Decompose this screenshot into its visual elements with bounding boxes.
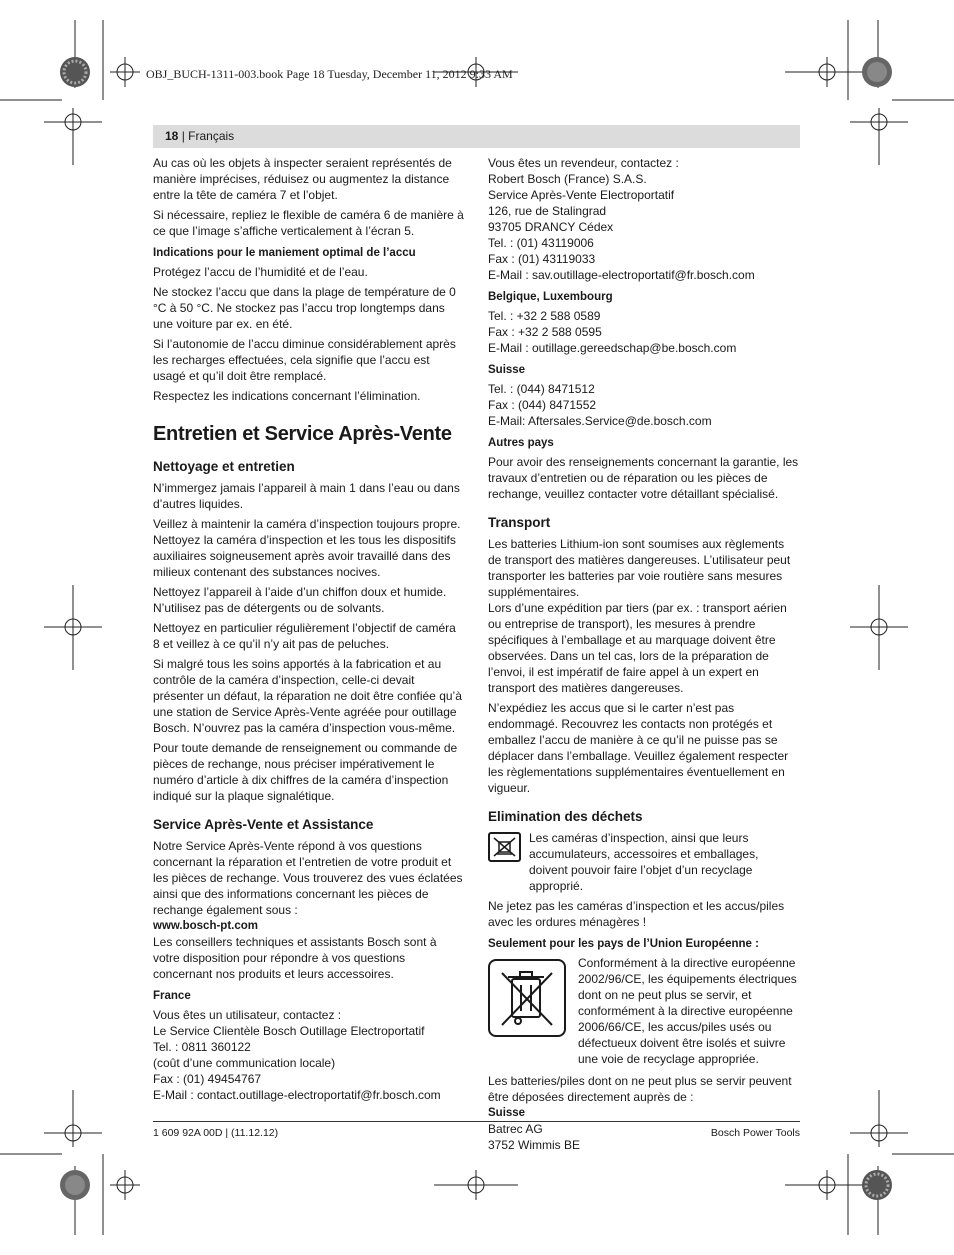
page-header-band: 18 | Français	[153, 125, 800, 148]
subheading: Suisse	[488, 364, 526, 376]
subheading: Belgique, Luxembourg	[488, 291, 613, 303]
website-link[interactable]: www.bosch-pt.com	[153, 920, 258, 932]
crosshair-icon	[110, 1170, 140, 1200]
crosshair-icon	[850, 108, 908, 165]
recycling-row	[488, 830, 800, 894]
crosshair-icon	[850, 585, 908, 670]
paragraph: Les conseillers techniques et assistants Bosch sont à votre disposition pour répondre à vos questions concernant nos produits et leurs accessoires.	[153, 935, 437, 981]
dealer-contact	[488, 155, 800, 283]
contact-email[interactable]: E-Mail: Aftersales.Service@de.bosch.com	[488, 414, 712, 428]
section-heading: Nettoyage et entretien	[153, 459, 295, 474]
left-column	[153, 155, 465, 1103]
contact-line: (coût d’une communication locale)	[153, 1056, 336, 1070]
subheading: Seulement pour les pays de l’Union Européenne :	[488, 938, 759, 950]
paragraph: Lors d’une expédition par tiers (par ex. : transport aérien ou entreprise de transport), les mesures à prendre spécifiques à l’emballage et au marquage doivent être observées. Dans un tel cas, lors de la préparation de l’envoi, il est impératif de faire appel à un expert en transport des matières dangereuses.	[488, 601, 787, 695]
contact-line: Robert Bosch (France) S.A.S.	[488, 172, 647, 186]
contact-line: Fax : (01) 49454767	[153, 1072, 262, 1086]
registration-target-icon	[862, 1170, 892, 1200]
contact-email[interactable]: E-Mail : sav.outillage-electroportatif@fr.bosch.com	[488, 268, 755, 282]
contact-line: Vous êtes un utilisateur, contactez :	[153, 1008, 342, 1022]
contact-line: Vous êtes un revendeur, contactez :	[488, 156, 679, 170]
contact-line: Fax : (044) 8471552	[488, 398, 597, 412]
crosshair-icon	[850, 1090, 908, 1147]
section-heading: Service Après-Vente et Assistance	[153, 817, 374, 832]
paragraph: N’expédiez les accus que si le carter n’est pas endommagé. Recouvrez les contacts non protégés et emballez l’accu de manière à ce qu’il ne puisse pas se déplacer dans l’emballage. Veuillez également respecter les règlementations supplémentaires éventuellement en vigueur.	[488, 701, 789, 795]
crosshair-icon	[44, 585, 102, 670]
paragraph: Les batteries/piles dont on ne peut plus se servir peuvent être déposées directement auprès de :	[488, 1074, 792, 1104]
subheading: Suisse	[488, 1107, 526, 1119]
section-heading: Elimination des déchets	[488, 809, 643, 824]
right-column	[488, 155, 800, 1153]
footer-document-code: 1 609 92A 00D | (11.12.12)	[153, 1127, 279, 1139]
paragraph: Nettoyez en particulier régulièrement l’objectif de caméra 8 et veillez à ce qu’il n’y ait pas de peluches.	[153, 621, 456, 651]
subheading: France	[153, 990, 191, 1002]
paragraph: Protégez l’accu de l’humidité et de l’eau.	[153, 265, 368, 279]
paragraph: Si nécessaire, repliez le flexible de caméra 6 de manière à ce que l’image s’affiche verticalement à l’écran 5.	[153, 208, 464, 238]
paragraph: Pour avoir des renseignements concernant la garantie, les travaux d’entretien ou de réparation ou les pièces de rechange, veuillez contacter votre détaillant spécialisé.	[488, 455, 799, 501]
contact-line: Tel. : +32 2 588 0589	[488, 309, 601, 323]
contact-line: Fax : +32 2 588 0595	[488, 325, 602, 339]
page-language: Français	[188, 129, 235, 143]
address-line: Batrec AG	[488, 1122, 543, 1136]
france-contact	[153, 1007, 465, 1103]
belgique-contact	[488, 308, 800, 356]
paragraph: Nettoyez l’appareil à l’aide d’un chiffon doux et humide. N’utilisez pas de détergents ou de solvants.	[153, 585, 447, 615]
contact-email[interactable]: E-Mail : outillage.gereedschap@be.bosch.com	[488, 341, 737, 355]
contact-line: Tel. : (044) 8471512	[488, 382, 595, 396]
paragraph: Conformément à la directive européenne 2002/96/CE, les équipements électriques dont on ne peut plus se servir, et conformément à la directive européenne 2006/66/CE, les accus/piles usés ou défectueux doivent être isolés et suivre une voie de recyclage appropriée.	[578, 956, 797, 1066]
registration-target-icon	[60, 57, 90, 87]
recycling-icon	[488, 832, 521, 862]
crosshair-icon	[434, 1170, 518, 1200]
paragraph: Notre Service Après-Vente répond à vos questions concernant la réparation et l’entretien de votre produit et les pièces de rechange. Vous trouverez des vues éclatées ainsi que des informations concernant les pièces de rechange également sous :	[153, 839, 463, 917]
paragraph: Veillez à maintenir la caméra d’inspection toujours propre. Nettoyez la caméra d’inspection et les tous les dispositifs auxiliaires soigneusement après avoir travaillé dans des milieux contenant des substances nocives.	[153, 517, 461, 579]
paragraph: N’immergez jamais l’appareil à main 1 dans l’eau ou dans d’autres liquides.	[153, 481, 460, 511]
crosshair-icon	[785, 1170, 869, 1200]
paragraph: Les caméras d’inspection, ainsi que leurs accumulateurs, accessoires et emballages, doivent pouvoir faire l’objet d’un recyclage approprié.	[529, 831, 759, 893]
weee-row	[488, 955, 800, 1067]
crosshair-icon	[44, 1090, 102, 1147]
contact-line: 93705 DRANCY Cédex	[488, 220, 614, 234]
contact-email[interactable]: E-Mail : contact.outillage-electroportatif@fr.bosch.com	[153, 1088, 441, 1102]
contact-line: Tel. : (01) 43119006	[488, 236, 594, 250]
suisse-contact	[488, 381, 800, 429]
contact-line: 126, rue de Stalingrad	[488, 204, 607, 218]
page-number: 18	[165, 129, 179, 143]
subheading: Indications pour le maniement optimal de l’accu	[153, 247, 416, 259]
crossed-bin-icon	[488, 959, 566, 1037]
contact-line: Le Service Clientèle Bosch Outillage Electroportatif	[153, 1024, 425, 1038]
address-line: 3752 Wimmis BE	[488, 1138, 581, 1152]
paragraph: Si l’autonomie de l’accu diminue considérablement après les recharges effectuées, cela signifie que l’accu est usagé et qu’il doit être remplacé.	[153, 337, 456, 383]
section-title: Entretien et Service Après-Vente	[153, 423, 452, 445]
crosshair-icon	[110, 57, 140, 87]
paragraph: Ne jetez pas les caméras d’inspection et les accus/piles avec les ordures ménagères !	[488, 899, 785, 929]
section-heading: Transport	[488, 515, 551, 530]
paragraph: Pour toute demande de renseignement ou commande de pièces de rechange, nous préciser impérativement le numéro d’article à dix chiffres de la caméra d’inspection indiqué sur la plaque signalétique.	[153, 741, 458, 803]
print-header: OBJ_BUCH-1311-003.book Page 18 Tuesday, December 11, 2012 9:33 AM	[146, 67, 513, 81]
paragraph: Si malgré tous les soins apportés à la fabrication et au contrôle de la caméra d’inspection, celle-ci devait présenter un défaut, la réparation ne doit être confiée qu’à une station de Service Après-Vente agréée pour outillage Bosch. N’ouvrez pas la caméra d’inspection vous-même.	[153, 657, 462, 735]
contact-line: Fax : (01) 43119033	[488, 252, 596, 266]
paragraph: Respectez les indications concernant l’élimination.	[153, 389, 421, 403]
subheading: Autres pays	[488, 437, 554, 449]
contact-line: Tel. : 0811 360122	[153, 1040, 251, 1054]
contact-line: Service Après-Vente Electroportatif	[488, 188, 675, 202]
paragraph: Ne stockez l’accu que dans la plage de température de 0 °C à 50 °C. Ne stockez pas l’accu trop longtemps dans une voiture par ex. en été.	[153, 285, 456, 331]
footer-divider	[153, 1121, 800, 1122]
paragraph: Au cas où les objets à inspecter seraient représentés de manière imprécises, réduisez ou augmentez la distance entre la tête de caméra 7 et l’objet.	[153, 156, 452, 202]
registration-target-icon	[862, 57, 892, 87]
paragraph: Les batteries Lithium-ion sont soumises aux règlements de transport des matières dangereuses. L’utilisateur peut transporter les batteries par voie routière sans mesures supplémentaires.	[488, 537, 791, 599]
crosshair-icon	[785, 57, 869, 87]
crosshair-icon	[44, 108, 102, 165]
registration-target-icon	[60, 1170, 90, 1200]
footer-brand: Bosch Power Tools	[710, 1127, 800, 1139]
